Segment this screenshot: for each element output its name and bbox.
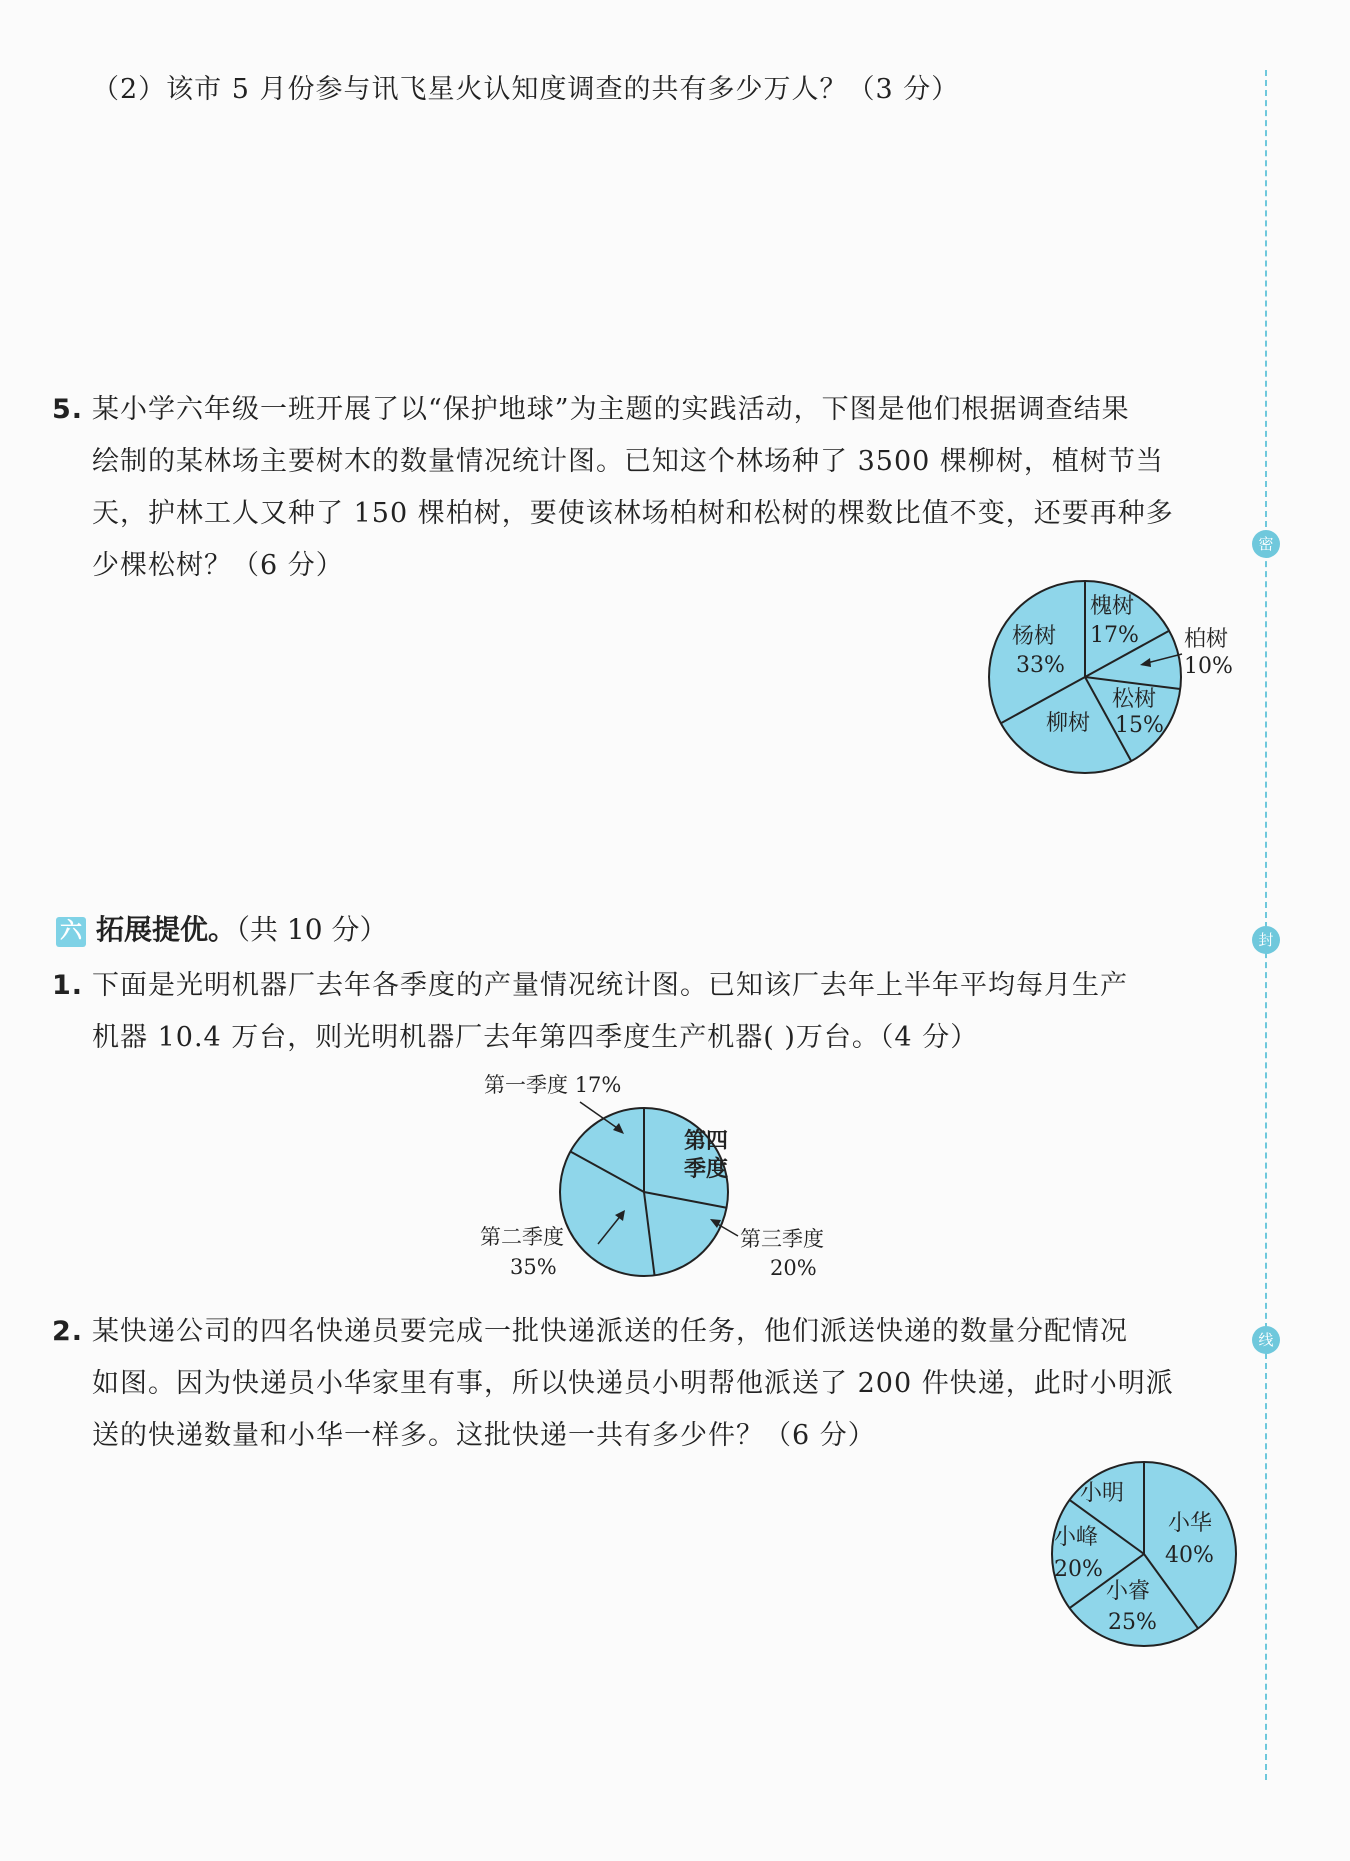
slice-label-bai: 柏树: [1184, 627, 1229, 652]
question-line: 某小学六年级一班开展了以“保护地球”为主题的实践活动，下图是他们根据调查结果: [92, 394, 1130, 425]
slice-label-q4-line1: 第四: [684, 1128, 729, 1154]
section-title: 拓展提优。: [96, 913, 237, 946]
slice-label-huai: 槐树: [1090, 594, 1135, 619]
slice-pct-q2: 35%: [510, 1255, 557, 1279]
slice-label-yang: 杨树: [1012, 624, 1057, 649]
slice-pct-q3: 20%: [770, 1256, 817, 1280]
slice-label-q3: 第三季度: [740, 1227, 824, 1251]
section-6-question-2: [52, 1306, 1242, 1462]
question-line: 天，护林工人又种了 150 棵柏树，要使该林场柏树和松树的棵数比值不变，还要再种多: [92, 498, 1174, 529]
question-line: 下面是光明机器厂去年各季度的产量情况统计图。已知该厂去年上半年平均每月生产: [92, 970, 1128, 1001]
slice-label-q1: 第一季度 17%: [484, 1073, 622, 1097]
binding-mark-feng: 封: [1252, 926, 1280, 954]
slice-label-liu: 柳树: [1046, 711, 1091, 736]
binding-dashed-line: [1265, 70, 1267, 1780]
question-number: 1.: [52, 970, 84, 1001]
quarter-pie-chart: [470, 1064, 870, 1289]
slice-label-xiaoming: 小明: [1080, 1481, 1125, 1506]
slice-label-song: 松树: [1112, 687, 1157, 712]
slice-pct-xiaorui: 25%: [1108, 1610, 1157, 1635]
slice-pct-bai: 10%: [1184, 654, 1233, 679]
slice-pct-huai: 17%: [1090, 623, 1139, 648]
slice-label-xiaorui: 小睿: [1106, 1579, 1151, 1604]
section-badge: 六: [56, 917, 86, 947]
courier-pie-chart: [1040, 1458, 1250, 1658]
question-line: 少棵松树？（6 分）: [92, 550, 344, 581]
binding-mark-xian: 线: [1252, 1326, 1280, 1354]
slice-label-q2: 第二季度: [480, 1225, 564, 1249]
section-score: （共 10 分）: [236, 913, 388, 946]
slice-pct-yang: 33%: [1016, 653, 1065, 678]
slice-label-xiaohua: 小华: [1168, 1511, 1213, 1536]
question-number: 5.: [52, 394, 84, 425]
question-5: [52, 384, 1242, 592]
slice-pct-xiaofeng: 20%: [1054, 1557, 1103, 1582]
question-line: 如图。因为快递员小华家里有事，所以快递员小明帮他派送了 200 件快递，此时小明派: [92, 1368, 1174, 1399]
question-line: 某快递公司的四名快递员要完成一批快递派送的任务，他们派送快递的数量分配情况: [92, 1316, 1128, 1347]
question-line: 机器 10.4 万台，则光明机器厂去年第四季度生产机器( )万台。（4 分）: [92, 1022, 979, 1053]
tree-pie-chart: [980, 570, 1250, 785]
question-4-part-2: （2）该市 5 月份参与讯飞星火认知度调查的共有多少万人？（3 分）: [92, 74, 960, 105]
question-line: 绘制的某林场主要树木的数量情况统计图。已知这个林场种了 3500 棵柳树，植树节当: [92, 446, 1164, 477]
section-6-header: [56, 908, 387, 948]
slice-label-q4-line2: 季度: [684, 1156, 729, 1182]
slice-pct-xiaohua: 40%: [1165, 1543, 1214, 1568]
section-6-question-1: [52, 960, 1242, 1064]
binding-mark-mi: 密: [1252, 530, 1280, 558]
question-line: 送的快递数量和小华一样多。这批快递一共有多少件？（6 分）: [92, 1420, 876, 1451]
slice-pct-song: 15%: [1115, 713, 1164, 738]
slice-label-xiaofeng: 小峰: [1054, 1525, 1099, 1550]
question-number: 2.: [52, 1316, 84, 1347]
